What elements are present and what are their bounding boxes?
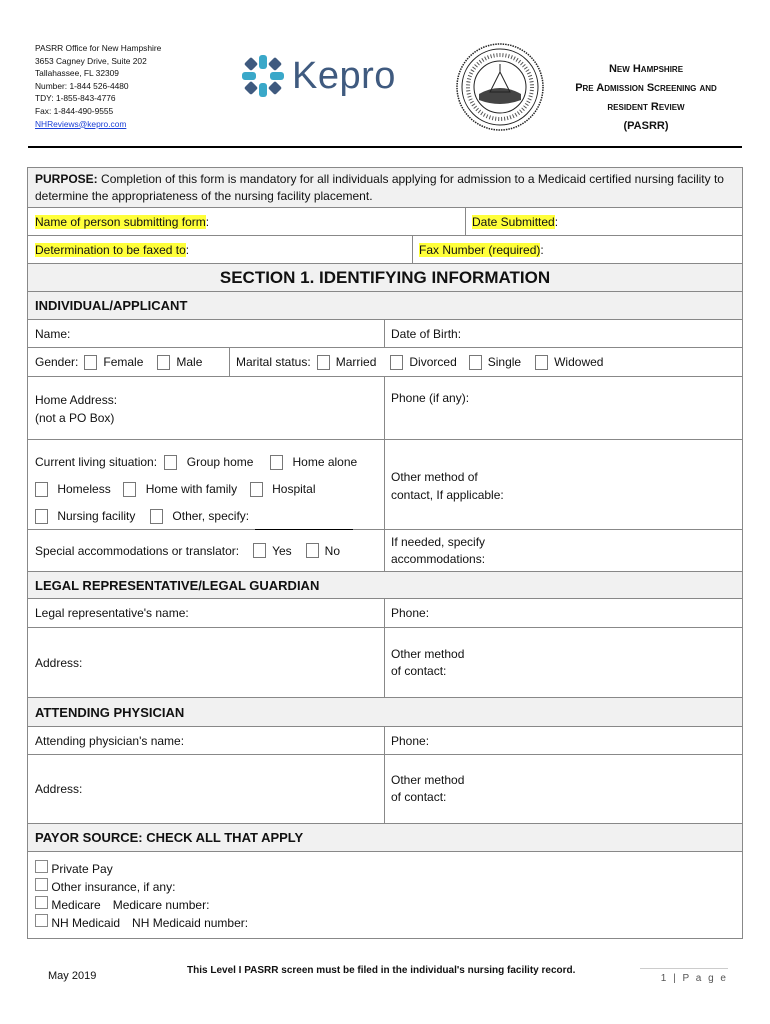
divorced-checkbox[interactable] xyxy=(390,355,403,370)
legal-name-row xyxy=(28,599,742,628)
determination-fax-label: Determination to be faxed to xyxy=(35,242,186,257)
physician-other-contact-field[interactable] xyxy=(384,755,742,823)
accommodations-yes-checkbox[interactable] xyxy=(253,543,266,558)
page-number: 1 | P a g e xyxy=(640,968,728,984)
fax-row xyxy=(28,236,742,264)
home-address-field[interactable] xyxy=(28,377,384,439)
other-insurance-checkbox[interactable] xyxy=(35,878,48,891)
other-insurance-label: Other insurance, if any: xyxy=(51,880,176,894)
accommodations-no-checkbox[interactable] xyxy=(306,543,319,558)
other-contact-field[interactable] xyxy=(384,440,742,529)
legal-address-field[interactable]: Address: xyxy=(35,655,83,670)
hospital-checkbox[interactable] xyxy=(250,482,263,497)
legal-header xyxy=(28,572,742,599)
physician-name-field[interactable]: Attending physician's name: xyxy=(35,733,185,748)
home-with-family-checkbox[interactable] xyxy=(123,482,136,497)
payor-header-label: PAYOR SOURCE: CHECK ALL THAT APPLY xyxy=(35,830,304,845)
footer-date: May 2019 xyxy=(48,970,97,982)
special-accommodations-row xyxy=(28,530,742,572)
fax-number-field[interactable]: Fax Number (required) : xyxy=(419,242,544,257)
other-living-checkbox[interactable] xyxy=(150,509,163,524)
other-specify-line[interactable] xyxy=(255,517,353,530)
home-with-family-label: Home with family xyxy=(145,482,238,496)
marital-status-label: Marital status: xyxy=(236,355,311,369)
physician-other-label: Other method xyxy=(391,773,465,787)
legal-phone-field[interactable]: Phone: xyxy=(391,606,430,620)
if-needed-label: If needed, specify xyxy=(391,535,486,549)
physician-address-field[interactable]: Address: xyxy=(35,782,83,796)
individual-header xyxy=(28,292,742,320)
payor-options xyxy=(28,852,742,938)
physician-header xyxy=(28,698,742,727)
purpose-text: Completion of this form is mandatory for all individuals applying for admission to a Medicaid certified nursing facility to determine the appropriateness of the nursing facility placement. xyxy=(35,172,724,203)
section1-title: SECTION 1. IDENTIFYING INFORMATION xyxy=(219,267,551,287)
office-line: Fax: 1-844-490-9555 xyxy=(35,105,114,116)
title-line: resident Review xyxy=(607,101,685,113)
female-checkbox[interactable] xyxy=(84,355,97,370)
name-dob-row xyxy=(28,320,742,348)
applicant-name-field[interactable]: Name: xyxy=(35,326,71,341)
header-divider xyxy=(28,146,742,148)
other-contact-label: Other method of xyxy=(391,470,478,484)
purpose-label: PURPOSE: xyxy=(35,172,98,186)
legal-other-label: Other method xyxy=(391,647,465,661)
kepro-logo xyxy=(240,52,420,100)
single-label: Single xyxy=(487,355,522,369)
kepro-cross-icon xyxy=(240,53,286,99)
married-checkbox[interactable] xyxy=(317,355,330,370)
determination-fax-field[interactable]: Determination to be faxed to : xyxy=(35,242,190,257)
submitter-name-label: Name of person submitting form xyxy=(35,214,206,229)
legal-header-label: LEGAL REPRESENTATIVE/LEGAL GUARDIAN xyxy=(35,577,320,593)
widowed-checkbox[interactable] xyxy=(535,355,548,370)
payor-header xyxy=(28,824,742,852)
homeless-checkbox[interactable] xyxy=(35,482,48,497)
home-address-note: (not a PO Box) xyxy=(35,411,115,425)
nursing-facility-label: Nursing facility xyxy=(57,509,136,523)
special-accommodations-label: Special accommodations or translator: xyxy=(35,543,240,558)
date-submitted-label: Date Submitted xyxy=(472,214,555,229)
yes-label: Yes xyxy=(272,543,292,558)
section1-header xyxy=(28,264,742,292)
living-situation-row xyxy=(28,440,742,530)
logo-text: Kepro xyxy=(292,54,396,97)
submitter-row xyxy=(28,208,742,236)
female-label: Female xyxy=(103,355,144,369)
phone-field[interactable]: Phone (if any): xyxy=(391,391,470,405)
title-line: (PASRR) xyxy=(623,120,669,132)
physician-phone-field[interactable]: Phone: xyxy=(391,733,430,748)
divorced-label: Divorced xyxy=(409,355,457,369)
home-alone-checkbox[interactable] xyxy=(270,455,283,470)
male-checkbox[interactable] xyxy=(157,355,170,370)
single-checkbox[interactable] xyxy=(469,355,482,370)
physician-other-note: of contact: xyxy=(391,790,447,804)
private-pay-label: Private Pay xyxy=(51,862,113,876)
nh-medicaid-label: NH Medicaid xyxy=(51,916,121,930)
physician-name-row xyxy=(28,727,742,755)
office-line: Number: 1-844 526-4480 xyxy=(35,80,129,91)
group-home-label: Group home xyxy=(186,455,254,469)
gender-marital-row xyxy=(28,348,742,377)
address-phone-row xyxy=(28,377,742,440)
footer-note: This Level I PASRR screen must be filed in the individual's nursing facility record. xyxy=(187,965,576,976)
accommodations-specify-field[interactable] xyxy=(384,530,742,571)
gender-label: Gender: xyxy=(35,355,79,369)
home-alone-label: Home alone xyxy=(292,455,358,469)
no-label: No xyxy=(324,543,341,558)
office-line: PASRR Office for New Hampshire xyxy=(35,43,162,53)
if-needed-note: accommodations: xyxy=(391,552,486,566)
legal-rep-name-field[interactable]: Legal representative's name: xyxy=(35,606,189,620)
office-line: 3653 Cagney Drive, Suite 202 xyxy=(35,55,147,66)
medicare-number-field[interactable]: Medicare number: xyxy=(112,898,210,912)
fax-number-label: Fax Number (required) xyxy=(419,242,541,257)
other-contact-note: contact, If applicable: xyxy=(391,488,504,502)
widowed-label: Widowed xyxy=(554,355,604,369)
legal-other-contact-field[interactable] xyxy=(384,628,742,697)
nursing-facility-checkbox[interactable] xyxy=(35,509,48,524)
pasrr-form xyxy=(27,167,743,939)
hospital-label: Hospital xyxy=(272,482,316,496)
nh-medicaid-number-field[interactable]: NH Medicaid number: xyxy=(132,916,249,930)
other-specify-label: Other, specify: xyxy=(172,509,250,523)
title-line: New Hampshire xyxy=(608,63,684,75)
form-title xyxy=(556,60,736,136)
home-address-label: Home Address: xyxy=(35,393,118,407)
legal-address-row xyxy=(28,628,742,698)
male-label: Male xyxy=(176,355,203,369)
physician-address-row xyxy=(28,755,742,824)
individual-header-label: INDIVIDUAL/APPLICANT xyxy=(35,298,188,313)
new-hampshire-seal-icon xyxy=(455,42,545,132)
private-pay-checkbox[interactable] xyxy=(35,860,48,873)
office-email-link[interactable]: NHReviews@kepro.com xyxy=(35,118,127,129)
submitter-name-field[interactable]: Name of person submitting form : xyxy=(35,214,210,229)
medicare-label: Medicare xyxy=(51,898,101,912)
title-line: Pre Admission Screening and xyxy=(575,82,717,94)
office-line: TDY: 1-855-843-4776 xyxy=(35,93,116,104)
group-home-checkbox[interactable] xyxy=(164,455,177,470)
office-line: Tallahassee, FL 32309 xyxy=(35,68,119,79)
date-submitted-field[interactable]: Date Submitted : xyxy=(472,214,559,229)
purpose-row xyxy=(28,168,742,208)
medicare-checkbox[interactable] xyxy=(35,896,48,909)
homeless-label: Homeless xyxy=(57,482,111,496)
living-situation-label: Current living situation: xyxy=(35,455,158,469)
dob-field[interactable]: Date of Birth: xyxy=(391,326,462,341)
office-address-block xyxy=(35,42,161,130)
nh-medicaid-checkbox[interactable] xyxy=(35,914,48,927)
legal-other-note: of contact: xyxy=(391,664,447,678)
married-label: Married xyxy=(335,355,377,369)
physician-header-label: ATTENDING PHYSICIAN xyxy=(35,704,185,720)
